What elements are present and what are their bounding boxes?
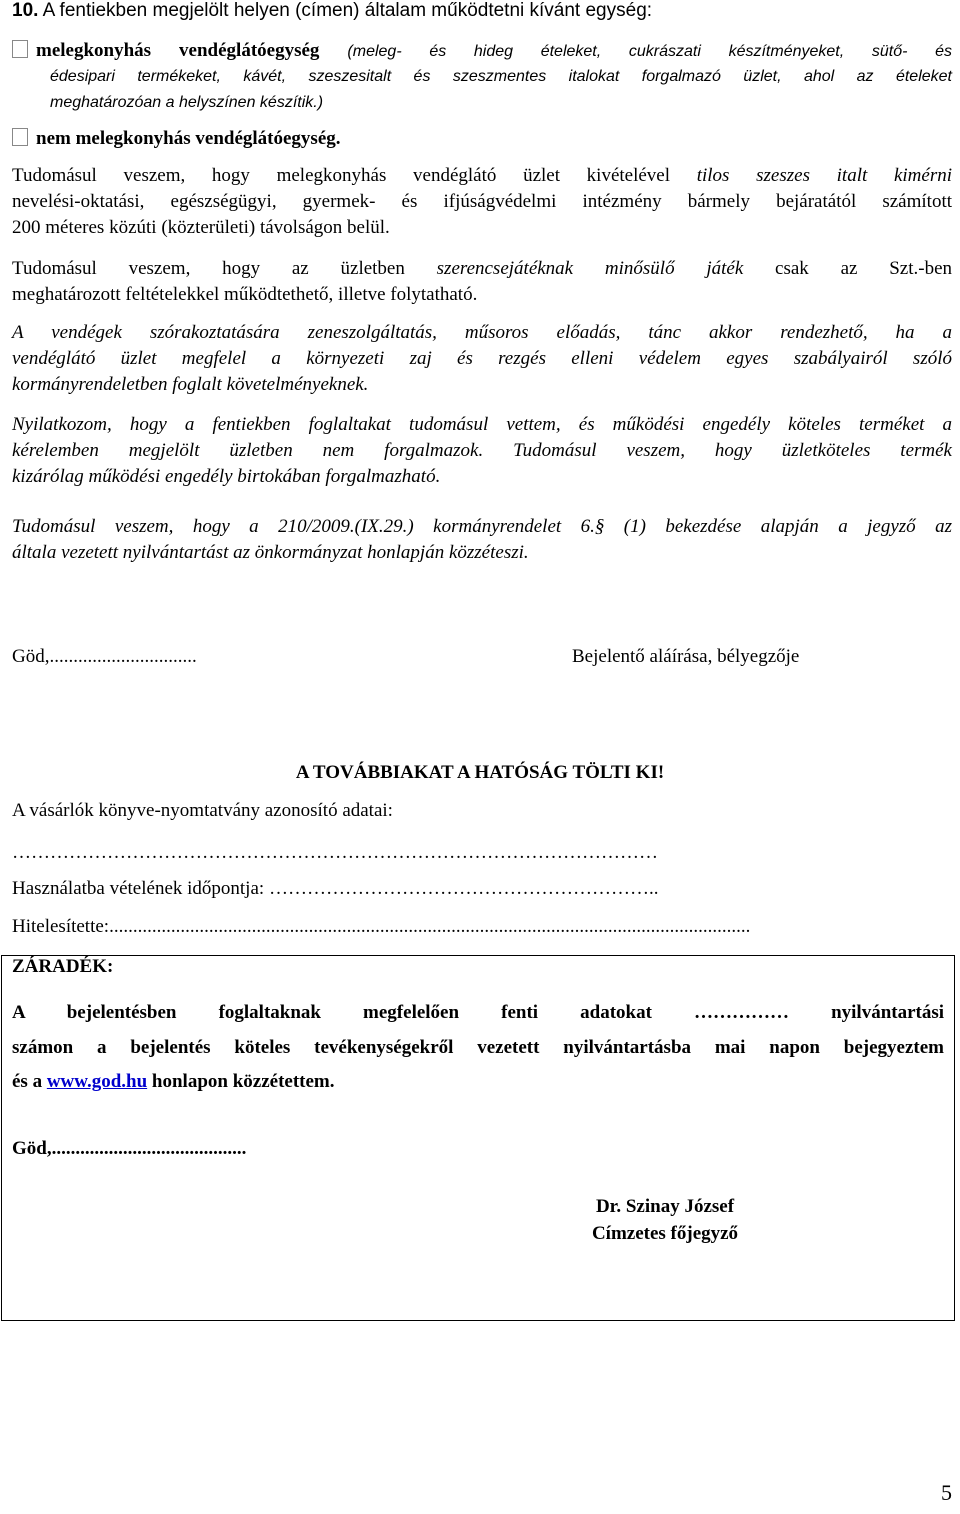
certified-label: Hitelesítette:	[12, 916, 110, 937]
date-label: Használatba vételének időpontja:	[12, 878, 265, 899]
zaradek-text-a: A bejelentésben foglaltaknak megfelelően fenti adatokat	[12, 1002, 652, 1023]
paragraph-szorakoztatas	[12, 320, 952, 398]
date-row	[12, 878, 658, 900]
checkbox-nem-melegkonyhas[interactable]	[12, 128, 28, 146]
para1-text-a: Tudomásul veszem, hogy melegkonyhás vendéglátó üzlet kivételével	[12, 165, 671, 186]
para3-line-1: A vendégek szórakoztatására zeneszolgáltatás, műsoros előadás, tánc akkor rendezhető, ha a	[12, 322, 952, 343]
para4-line-1: Nyilatkozom, hogy a fentiekben foglaltakat tudomásul vettem, és működési engedély köteles terméket a	[12, 414, 952, 435]
paragraph-kormanyrendelet	[12, 514, 952, 566]
section-number: 10.	[12, 0, 39, 21]
option-1-line-1	[12, 38, 952, 65]
option-2-label: nem melegkonyhás vendéglátóegység.	[36, 128, 341, 149]
option-1-label: melegkonyhás vendéglátóegység	[36, 40, 320, 61]
zaradek-text-3a: és a	[12, 1071, 43, 1092]
zaradek-text-3b: honlapon közzétettem.	[151, 1071, 335, 1092]
paragraph-nyilatkozat	[12, 412, 952, 490]
para1-text-b: tilos szeszes italt kimérni	[696, 165, 952, 186]
para2-text-b: szerencsejátéknak minősülő játék	[436, 258, 744, 279]
para5-line-1: Tudomásul veszem, hogy a 210/2009.(IX.29.) kormányrendelet 6.§ (1) bekezdése alapján a jegyző az	[12, 516, 952, 537]
option-1-desc-3: meghatározóan a helyszínen készítik.)	[50, 94, 324, 111]
para2-text-c: csak az Szt.-ben	[775, 258, 953, 279]
option-1-desc-1: (meleg- és hideg ételeket, cukrászati készítményeket, sütő- és	[347, 43, 952, 60]
para3-line-3: kormányrendeletben foglalt követelményeknek.	[12, 374, 369, 395]
zaradek-line-1	[12, 1002, 944, 1024]
para2-line-2: meghatározott feltételekkel működtethető, illetve folytatható.	[12, 284, 478, 305]
option-1-desc-2: édesipari termékeket, kávét, szeszesitalt és szeszmentes italokat forgalmazó üzlet, ahol az ételeket	[50, 68, 952, 85]
section-heading	[12, 0, 652, 22]
signature-place-date[interactable]: Göd,...............................	[12, 646, 197, 667]
certified-dots-field[interactable]: .......................................................................................................................................	[109, 916, 751, 937]
id-label: A vásárlók könyve-nyomtatvány azonosító adatai:	[12, 800, 393, 821]
para2-text-a: Tudomásul veszem, hogy az üzletben	[12, 258, 405, 279]
checkbox-melegkonyhas[interactable]	[12, 40, 28, 58]
para4-line-3: kizárólag működési engedély birtokában forgalmazható.	[12, 466, 441, 487]
zaradek-line-3	[12, 1071, 944, 1093]
option-nem-melegkonyhas[interactable]	[12, 126, 341, 152]
zaradek-title: ZÁRADÉK:	[12, 956, 114, 977]
para1-line-2: nevelési-oktatási, egészségügyi, gyermek- és ifjúságvédelmi intézmény bármely bejáratától számított	[12, 191, 952, 212]
zaradek-place-date[interactable]: Göd,.........................................	[12, 1138, 247, 1159]
para5-line-2: általa vezetett nyilvántartást az önkormányzat honlapján közzéteszi.	[12, 542, 529, 563]
signer-name: Dr. Szinay József	[595, 1196, 735, 1217]
signer-title: Címzetes főjegyző	[591, 1223, 739, 1244]
date-dots-field[interactable]: ……………………………………………………..	[268, 878, 659, 899]
god-hu-link[interactable]: www.god.hu	[46, 1071, 148, 1092]
certified-row	[12, 916, 947, 938]
id-dots-field[interactable]: …………………………………………………………………………………………	[12, 842, 658, 863]
section-title: A fentiekben megjelölt helyen (címen) általam működtetni kívánt egység:	[42, 0, 653, 21]
option-melegkonyhas[interactable]	[12, 38, 952, 65]
authority-heading: A TOVÁBBIAKAT A HATÓSÁG TÖLTI KI!	[295, 762, 665, 783]
zaradek-number-field[interactable]: ……………	[694, 1002, 789, 1023]
page-number: 5	[941, 1480, 952, 1505]
zaradek-text-c: nyilvántartási	[831, 1002, 945, 1023]
zaradek-line-2: számon a bejelentés köteles tevékenységekről vezetett nyilvántartásba mai napon bejegyeztem	[12, 1037, 944, 1058]
signature-label: Bejelentő aláírása, bélyegzője	[572, 646, 800, 667]
para1-line-3: 200 méteres közúti (közterületi) távolságon belül.	[12, 217, 390, 238]
para3-line-2: vendéglátó üzlet megfelel a környezeti zaj és rezgés elleni védelem egyes szabályairól szóló	[12, 348, 952, 369]
para4-line-2: kérelemben megjelölt üzletben nem forgalmazok. Tudomásul veszem, hogy üzletköteles termék	[12, 440, 952, 461]
paragraph-szeszes-ital	[12, 163, 952, 241]
paragraph-szerencsejatek	[12, 256, 952, 308]
